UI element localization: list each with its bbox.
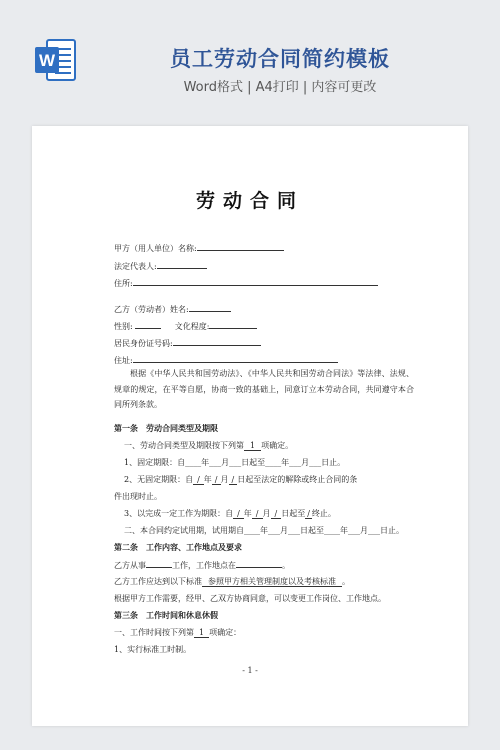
work-standard-end: 。 xyxy=(342,577,350,586)
id-number-blank xyxy=(173,337,261,346)
document-page xyxy=(32,126,468,726)
open-term-day-value: / xyxy=(229,475,238,485)
word-icon-letter: W xyxy=(38,51,56,70)
task-term-year-label: 年 xyxy=(243,509,252,518)
article-3-heading: 第三条 工作时间和休息休假 xyxy=(114,610,218,620)
fixed-term-line: 1、固定期限：自____年___月___日起至____年___月___日止。 xyxy=(124,458,346,467)
party-b-name-line xyxy=(114,303,231,315)
job-text: 乙方从事 xyxy=(114,561,146,570)
party-a-name-label: 甲方（用人单位）名称: xyxy=(114,244,197,253)
party-a-address-label: 住所: xyxy=(114,279,133,288)
work-hours-text: 一、工作时间按下列第 xyxy=(114,628,194,637)
work-hours-line xyxy=(114,627,241,638)
template-title: 员工劳动合同简约模板 xyxy=(170,47,390,71)
task-term-month-label: 月 xyxy=(262,509,271,518)
id-number-line xyxy=(114,337,261,349)
open-term-line-cont: 件出现时止。 xyxy=(114,492,162,501)
article-1-line-1 xyxy=(124,440,293,451)
legal-rep-label: 法定代表人: xyxy=(114,262,157,271)
gender-education-line xyxy=(114,320,257,332)
party-b-name-blank xyxy=(189,303,231,312)
legal-rep-line xyxy=(114,260,207,272)
open-term-month-value: / xyxy=(212,475,221,485)
contract-type-value: 1 xyxy=(244,441,261,451)
open-term-line xyxy=(124,474,357,485)
document-title: 劳动合同 xyxy=(195,190,304,212)
template-subtitle: Word格式 | A4打印 | 内容可更改 xyxy=(183,80,377,95)
work-hours-end: 项确定： xyxy=(209,628,242,637)
job-change-line: 根据甲方工作需要，经甲、乙双方协商同意，可以变更工作岗位、工作地点。 xyxy=(114,594,386,603)
gender-blank xyxy=(135,320,161,329)
job-location-line xyxy=(114,559,290,571)
party-b-address-blank xyxy=(133,354,338,363)
open-term-month-label: 月 xyxy=(220,475,229,484)
task-term-line xyxy=(124,508,336,519)
open-term-text: 2、无固定期限：自 xyxy=(124,475,194,484)
article-1-heading: 第一条 劳动合同类型及期限 xyxy=(114,423,218,433)
location-blank xyxy=(236,559,282,568)
party-b-address-line xyxy=(114,354,338,366)
work-hours-value: 1 xyxy=(194,628,209,638)
task-term-end-value: / xyxy=(307,509,310,518)
word-document-icon xyxy=(33,38,77,82)
template-banner xyxy=(0,0,500,120)
id-number-label: 居民身份证号码: xyxy=(114,339,173,348)
education-blank xyxy=(209,320,257,329)
task-term-text-2: 日起至 xyxy=(281,509,306,518)
education-label: 文化程度: xyxy=(174,322,210,331)
work-standard-value: 参照甲方相关管理制度以及考核标准 xyxy=(202,577,342,587)
task-term-year-value: / xyxy=(233,509,244,519)
open-term-year-label: 年 xyxy=(203,475,212,484)
party-a-name-blank xyxy=(197,242,284,251)
task-term-text: 3、以完成一定工作为期限：自 xyxy=(124,509,234,518)
open-term-text-2: 日起至法定的解除或终止合同的条 xyxy=(237,475,358,484)
open-term-year-value: / xyxy=(193,475,204,485)
party-b-name-label: 乙方（劳动者）姓名: xyxy=(114,305,189,314)
work-standard-line xyxy=(114,576,350,587)
task-term-month-value: / xyxy=(252,509,263,519)
probation-line: 二、本合同约定试用期，试用期自____年___月___日起至____年___月___日止。 xyxy=(124,526,404,535)
task-term-day-value: / xyxy=(271,509,282,519)
contract-type-suffix: 项确定。 xyxy=(261,441,294,450)
legal-rep-blank xyxy=(157,260,207,269)
party-a-address-line xyxy=(114,277,378,289)
intro-paragraph: 根据《中华人民共和国劳动法》、《中华人民共和国劳动合同法》等法律、法规、规章的规定，在平等自愿，协商一致的基础上，同意订立本劳动合同，共同遵守本合同所列条款。 xyxy=(114,369,414,409)
standard-hours-line: 1、实行标准工时制。 xyxy=(114,645,192,654)
contract-type-text: 一、劳动合同类型及期限按下列第 xyxy=(124,441,244,450)
page-number: - 1 - xyxy=(242,666,258,675)
job-location-end: 。 xyxy=(282,561,290,570)
party-b-address-label: 住址: xyxy=(114,356,133,365)
job-blank xyxy=(146,559,172,568)
party-a-name-line xyxy=(114,242,284,254)
party-a-address-blank xyxy=(133,277,378,286)
article-2-heading: 第二条 工作内容、工作地点及要求 xyxy=(114,542,242,552)
gender-label: 性别: xyxy=(114,322,133,331)
work-standard-text: 乙方工作应达到以下标准 xyxy=(114,577,202,586)
task-term-text-3: 终止。 xyxy=(311,509,336,518)
location-text: 工作，工作地点在 xyxy=(172,561,236,570)
